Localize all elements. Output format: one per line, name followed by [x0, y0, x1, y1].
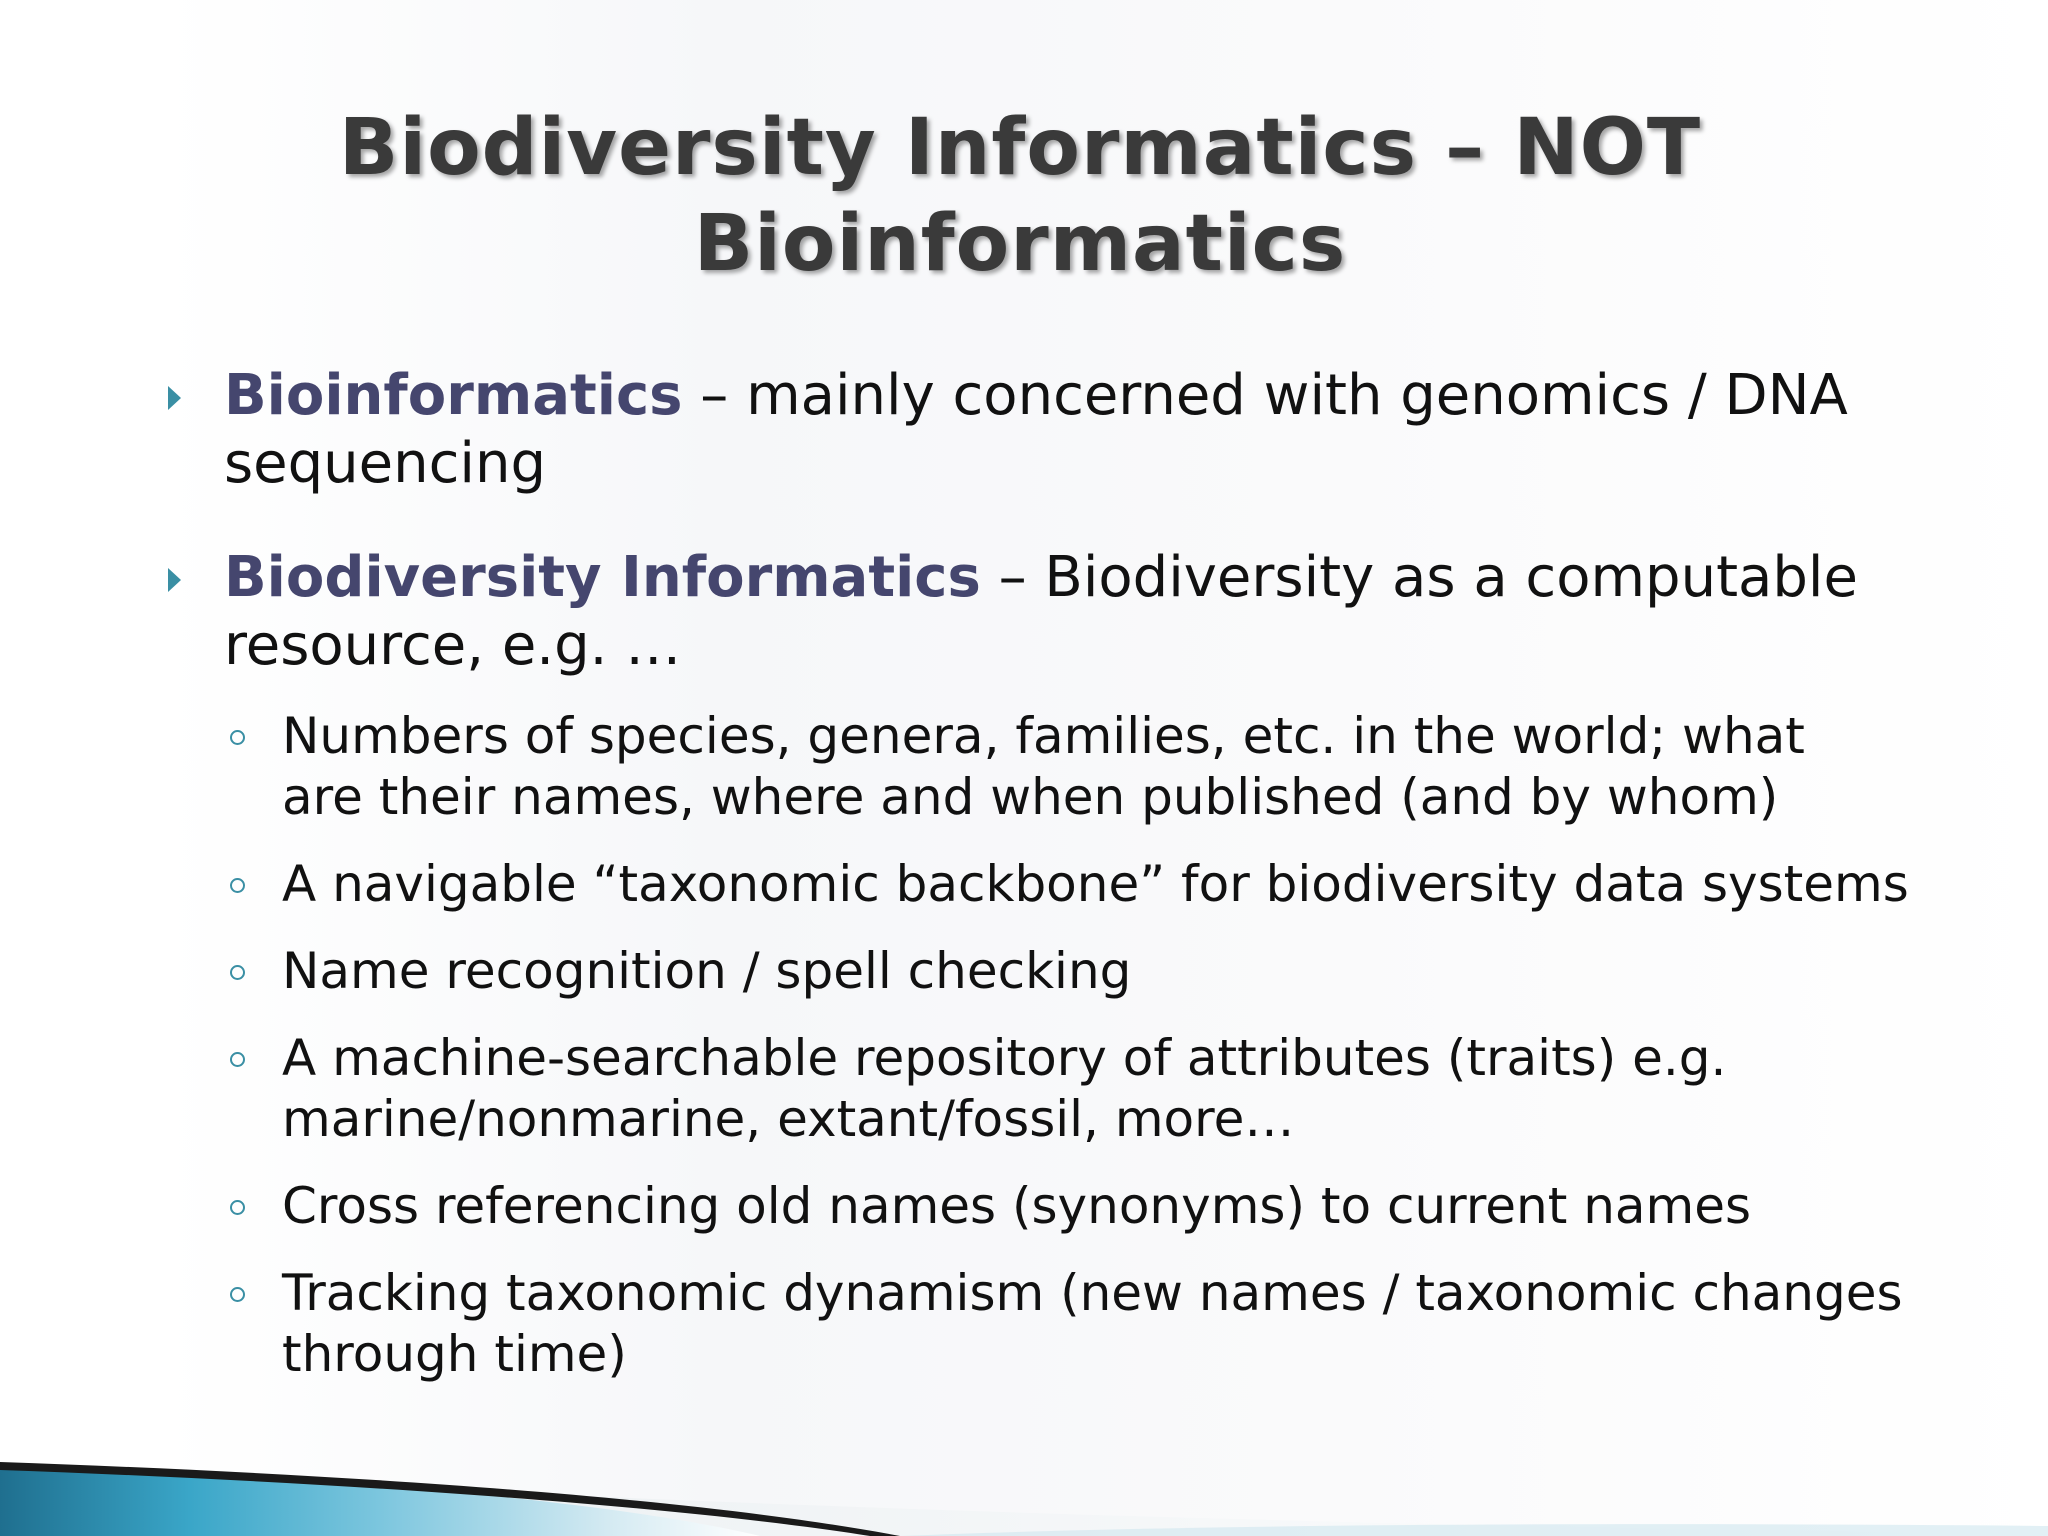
circle-bullet-icon [230, 878, 245, 893]
bullet-text-continued: sequencing [224, 431, 546, 496]
bullet-text: – mainly concerned with genomics / DNA [682, 363, 1848, 428]
sub-bullet-text: Name recognition / spell checking [282, 942, 1132, 1000]
bullet-bioinformatics [224, 362, 1964, 498]
sub-bullet-text: Cross referencing old names (synonyms) to current names [282, 1177, 1752, 1235]
sub-bullet-item [282, 854, 1982, 915]
bullet-term: Biodiversity Informatics [224, 545, 981, 610]
sub-bullet-item [282, 941, 1982, 1002]
triangle-bullet-icon [168, 568, 181, 592]
sub-bullet-text: A machine-searchable repository of attributes (traits) e.g. [282, 1029, 1727, 1087]
bullet-text: – Biodiversity as a computable [980, 545, 1858, 610]
sub-bullet-item [282, 706, 1982, 828]
sub-bullet-item [282, 1028, 1982, 1150]
slide-title-line2: Bioinformatics [693, 199, 1347, 289]
bullet-term: Bioinformatics [224, 363, 683, 428]
sub-bullet-item [282, 1176, 1982, 1237]
sub-bullet-text-continued: through time) [282, 1325, 627, 1383]
bullet-text-continued: resource, e.g. … [224, 613, 682, 678]
triangle-bullet-icon [168, 386, 181, 410]
circle-bullet-icon [230, 1200, 245, 1215]
slide-title-line1: Biodiversity Informatics – NOT [338, 103, 1702, 193]
sub-bullet-text-continued: marine/nonmarine, extant/fossil, more… [282, 1090, 1295, 1148]
sub-bullet-text: Tracking taxonomic dynamism (new names / taxonomic changes [282, 1264, 1903, 1322]
sub-bullet-text-continued: are their names, where and when published (and by whom) [282, 768, 1779, 826]
bullet-biodiversity-informatics [224, 544, 1964, 680]
circle-bullet-icon [230, 1287, 245, 1302]
sub-bullet-item [282, 1263, 1982, 1385]
sub-bullet-text: A navigable “taxonomic backbone” for biodiversity data systems [282, 855, 1909, 913]
circle-bullet-icon [230, 965, 245, 980]
circle-bullet-icon [230, 1052, 245, 1067]
circle-bullet-icon [230, 730, 245, 745]
sub-bullet-text: Numbers of species, genera, families, etc. in the world; what [282, 707, 1805, 765]
footer-swoosh-decoration [0, 1426, 2048, 1536]
